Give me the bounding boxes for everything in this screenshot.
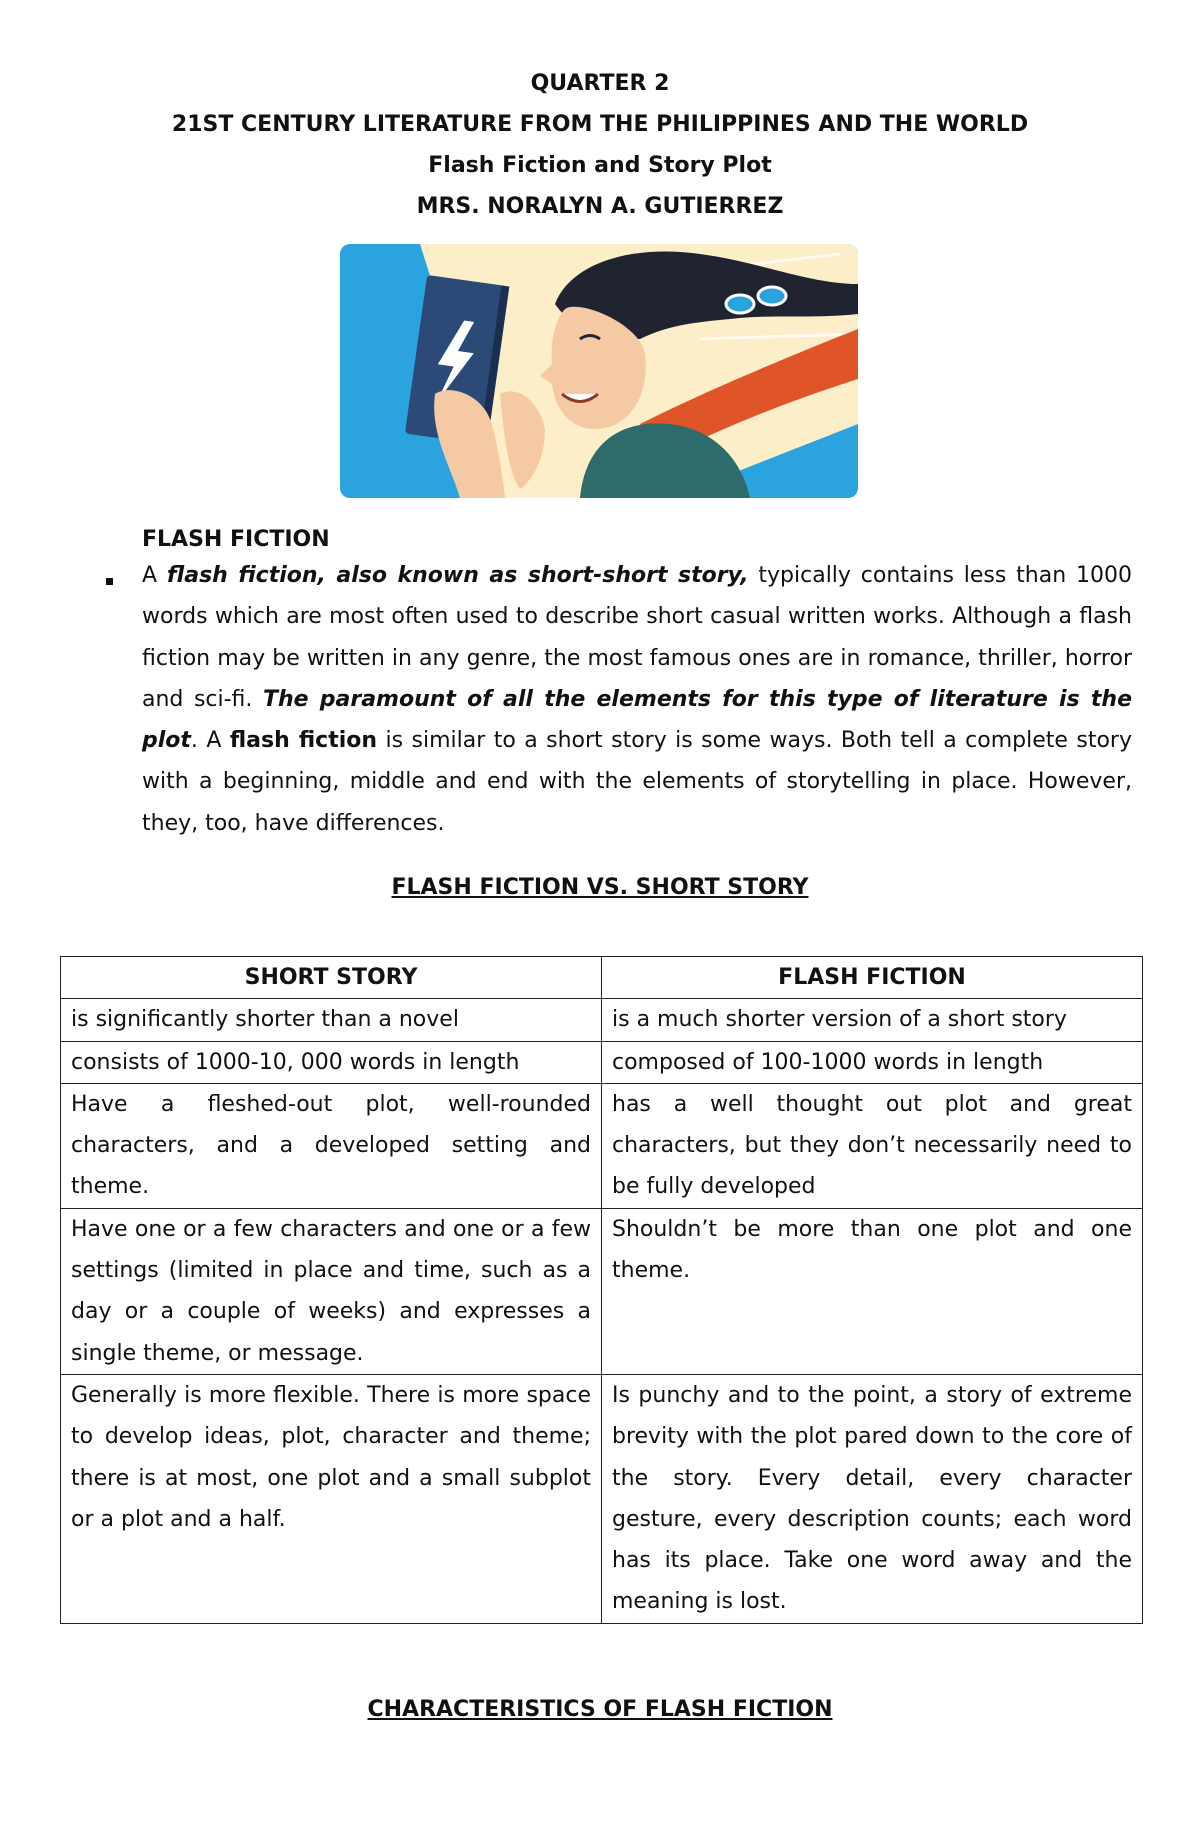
flash-fiction-paragraph: A flash fiction, also known as short-short story, typically contains less than 1000 words which are most often used to describe short casual written works. Although a flash fiction may be written in any genre, the most famous ones are in romance, thriller, horror and sci-fi. The paramount of all the elements for this type of literature is the plot. A flash fiction is similar to a short story is some ways. Both tell a complete story with a beginning, middle and end with the elements of storytelling in place. However, they, too, have differences. (142, 563, 1132, 836)
square-bullet-icon (106, 578, 113, 585)
column-header-flash-fiction: FLASH FICTION (602, 957, 1143, 999)
table-cell: consists of 1000-10, 000 words in length (61, 1041, 602, 1083)
comparison-heading: FLASH FICTION VS. SHORT STORY (391, 875, 809, 900)
table-cell: is a much shorter version of a short story (602, 999, 1143, 1041)
column-header-short-story: SHORT STORY (61, 957, 602, 999)
characteristics-heading: CHARACTERISTICS OF FLASH FICTION (367, 1697, 833, 1722)
table-row (61, 1374, 1143, 1623)
table-row (61, 1083, 1143, 1208)
person-reading-illustration (340, 244, 858, 498)
table-cell: Have one or a few characters and one or a few settings (limited in place and time, such as a day or a couple of weeks) and expresses a single theme, or message. (61, 1208, 602, 1374)
table-cell: composed of 100-1000 words in length (602, 1041, 1143, 1083)
course-title: 21ST CENTURY LITERATURE FROM THE PHILIPPINES AND THE WORLD (171, 112, 1029, 137)
table-row (61, 999, 1143, 1041)
table-cell: Shouldn’t be more than one plot and one theme. (602, 1208, 1143, 1374)
table-row (61, 1208, 1143, 1374)
comparison-table (60, 956, 1143, 1624)
quarter-label: QUARTER 2 (530, 71, 670, 96)
table-cell: is significantly shorter than a novel (61, 999, 602, 1041)
table-cell: has a well thought out plot and great characters, but they don’t necessarily need to be fully developed (602, 1083, 1143, 1208)
section-title-flash-fiction: FLASH FICTION (142, 527, 330, 552)
table-cell: Is punchy and to the point, a story of extreme brevity with the plot pared down to the core of the story. Every detail, every character gesture, every description counts; each word has its place. Take one word away and the meaning is lost. (602, 1374, 1143, 1623)
teacher-name: MRS. NORALYN A. GUTIERREZ (416, 194, 784, 219)
table-cell: Have a fleshed-out plot, well-rounded characters, and a developed setting and theme. (61, 1083, 602, 1208)
table-row (61, 1041, 1143, 1083)
table-cell: Generally is more flexible. There is more space to develop ideas, plot, character and theme; there is at most, one plot and a small subplot or a plot and a half. (61, 1374, 602, 1623)
table-header-row (61, 957, 1143, 999)
topic-title: Flash Fiction and Story Plot (428, 153, 772, 178)
